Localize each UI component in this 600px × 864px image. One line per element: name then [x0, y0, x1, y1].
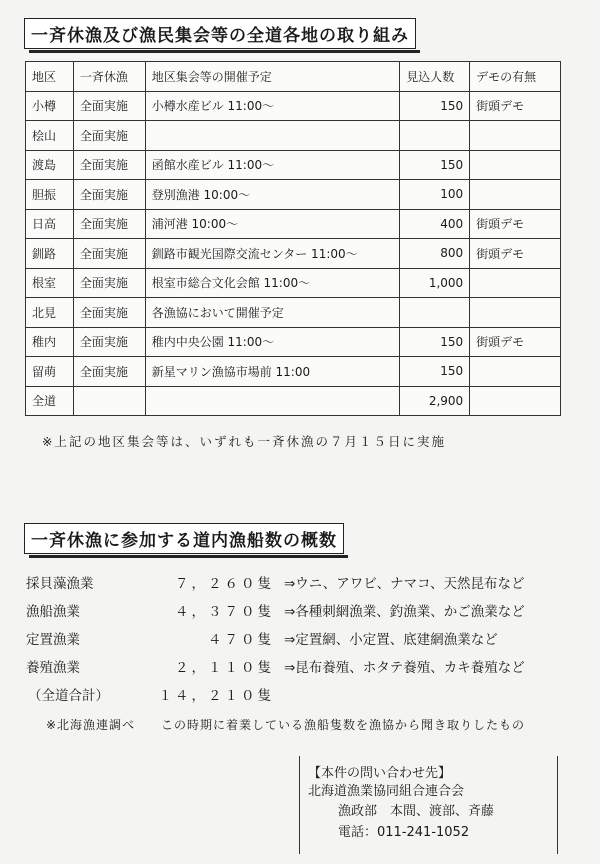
region-cell: 全道 — [26, 386, 74, 416]
meeting-cell: 浦河港 10:00～ — [145, 209, 400, 239]
fishery-examples: ⇒各種刺網漁業、釣漁業、かご漁業など — [284, 604, 525, 620]
table-row — [26, 121, 561, 151]
meeting-cell: 函館水産ビル 11:00～ — [145, 150, 400, 180]
closure-cell: 全面実施 — [73, 209, 145, 239]
vessel-count: ４，３７０隻 — [175, 604, 274, 620]
attendance-cell: 150 — [400, 327, 470, 357]
demo-cell: 街頭デモ — [470, 327, 561, 357]
table-row — [26, 91, 561, 121]
region-cell: 根室 — [26, 268, 74, 298]
region-cell: 留萌 — [26, 357, 74, 387]
fishery-category: 養殖漁業 — [26, 660, 80, 676]
header-closure: 一斉休漁 — [73, 62, 145, 92]
vessel-count: ４７０隻 — [208, 632, 274, 648]
table-row — [26, 386, 561, 416]
region-cell: 北見 — [26, 298, 74, 328]
implementation-note: ※上記の地区集会等は、いずれも一斉休漁の７月１５日に実施 — [42, 434, 446, 449]
total-label: （全道合計） — [28, 688, 109, 704]
attendance-cell: 150 — [400, 91, 470, 121]
table-row — [26, 327, 561, 357]
meeting-cell: 登別漁港 10:00～ — [145, 180, 400, 210]
contact-department: 漁政部 本間、渡部、斉藤 — [338, 804, 495, 819]
closure-cell — [73, 386, 145, 416]
vessel-count: ２，１１０隻 — [175, 660, 274, 676]
closure-cell: 全面実施 — [73, 327, 145, 357]
demo-cell — [470, 121, 561, 151]
demo-cell: 街頭デモ — [470, 239, 561, 269]
region-cell: 桧山 — [26, 121, 74, 151]
region-cell: 日高 — [26, 209, 74, 239]
demo-cell: 街頭デモ — [470, 91, 561, 121]
region-cell: 胆振 — [26, 180, 74, 210]
attendance-cell: 800 — [400, 239, 470, 269]
meeting-cell — [145, 386, 400, 416]
closure-cell: 全面実施 — [73, 121, 145, 151]
region-cell: 稚内 — [26, 327, 74, 357]
closure-cell: 全面実施 — [73, 298, 145, 328]
meeting-cell: 新星マリン漁協市場前 11:00 — [145, 357, 400, 387]
table-row — [26, 150, 561, 180]
header-meeting: 地区集会等の開催予定 — [145, 62, 400, 92]
heading-vessel-counts: 一斉休漁に参加する道内漁船数の概数 — [24, 523, 344, 554]
region-cell: 小樽 — [26, 91, 74, 121]
demo-cell — [470, 268, 561, 298]
contact-box — [299, 756, 558, 854]
meeting-cell: 釧路市観光国際交流センター 11:00～ — [145, 239, 400, 269]
table-header-row — [26, 62, 561, 92]
closure-cell: 全面実施 — [73, 268, 145, 298]
demo-cell — [470, 150, 561, 180]
table-row — [26, 239, 561, 269]
table-row — [26, 298, 561, 328]
closure-cell: 全面実施 — [73, 91, 145, 121]
table-row — [26, 209, 561, 239]
attendance-cell: 2,900 — [400, 386, 470, 416]
fishery-category: 定置漁業 — [26, 632, 80, 648]
demo-cell — [470, 298, 561, 328]
meeting-cell: 各漁協において開催予定 — [145, 298, 400, 328]
contact-organization: 北海道漁業協同組合連合会 — [308, 784, 465, 799]
source-note: ※北海漁連調べ この時期に着業している漁船隻数を漁協から聞き取りしたもの — [46, 718, 526, 732]
heading-regional-efforts: 一斉休漁及び漁民集会等の全道各地の取り組み — [24, 18, 416, 49]
header-region: 地区 — [26, 62, 74, 92]
region-cell: 渡島 — [26, 150, 74, 180]
demo-cell: 街頭デモ — [470, 209, 561, 239]
fishery-category: 漁船漁業 — [26, 604, 80, 620]
attendance-cell — [400, 298, 470, 328]
meeting-cell — [145, 121, 400, 151]
table-row — [26, 180, 561, 210]
attendance-cell: 400 — [400, 209, 470, 239]
attendance-cell: 150 — [400, 150, 470, 180]
fishery-examples: ⇒ウニ、アワビ、ナマコ、天然昆布など — [284, 576, 525, 592]
region-cell: 釧路 — [26, 239, 74, 269]
attendance-cell — [400, 121, 470, 151]
fishery-examples: ⇒昆布養殖、ホタテ養殖、カキ養殖など — [284, 660, 525, 676]
header-attendance: 見込人数 — [400, 62, 470, 92]
meeting-cell: 稚内中央公園 11:00～ — [145, 327, 400, 357]
total-count: １４，２１０隻 — [158, 688, 274, 704]
attendance-cell: 150 — [400, 357, 470, 387]
meeting-cell: 根室市総合文化会館 11:00～ — [145, 268, 400, 298]
header-demo: デモの有無 — [470, 62, 561, 92]
meeting-cell: 小樽水産ビル 11:00～ — [145, 91, 400, 121]
closure-cell: 全面実施 — [73, 180, 145, 210]
contact-phone: 電話：011-241-1052 — [338, 825, 470, 840]
fishery-category: 採貝藻漁業 — [26, 576, 94, 592]
table-row — [26, 357, 561, 387]
attendance-cell: 100 — [400, 180, 470, 210]
fishery-examples: ⇒定置網、小定置、底建網漁業など — [284, 632, 498, 648]
demo-cell — [470, 180, 561, 210]
demo-cell — [470, 386, 561, 416]
regional-schedule-table — [25, 61, 561, 416]
closure-cell: 全面実施 — [73, 357, 145, 387]
contact-title: 【本件の問い合わせ先】 — [308, 766, 452, 781]
demo-cell — [470, 357, 561, 387]
table-row — [26, 268, 561, 298]
closure-cell: 全面実施 — [73, 150, 145, 180]
closure-cell: 全面実施 — [73, 239, 145, 269]
vessel-count: ７，２６０隻 — [175, 576, 274, 592]
attendance-cell: 1,000 — [400, 268, 470, 298]
